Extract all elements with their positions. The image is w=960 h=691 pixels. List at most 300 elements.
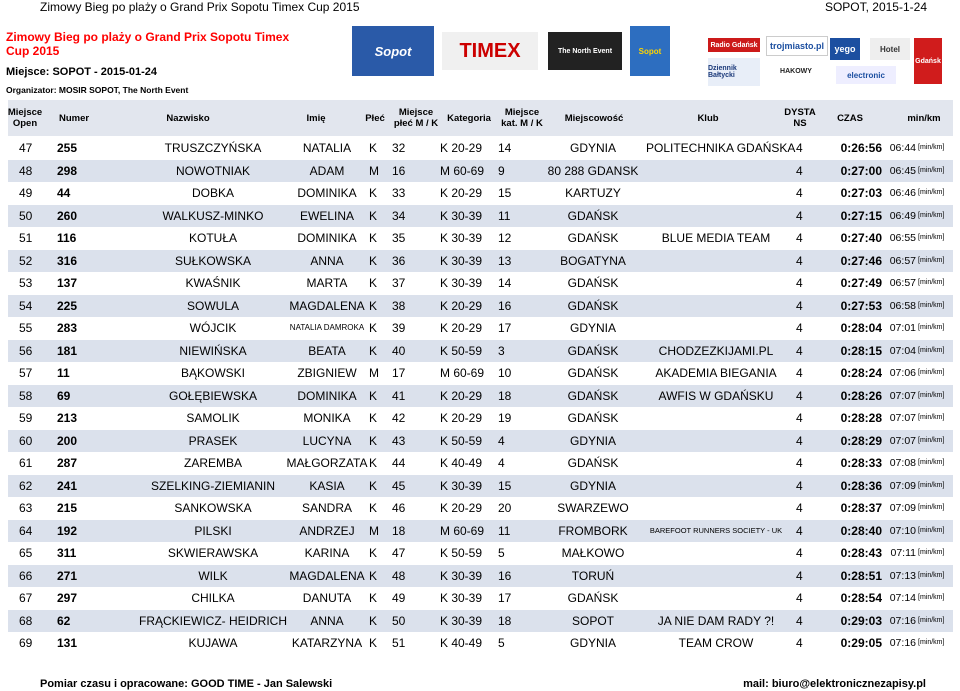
cell-city: GDAŃSK [567, 231, 619, 245]
cell-number: 215 [57, 501, 78, 515]
table-row [8, 475, 953, 498]
cell-surname: SOWULA [186, 298, 239, 313]
cell-sex: K [369, 253, 378, 268]
cell-number: 116 [57, 231, 77, 245]
cell-name: DOMINIKA [297, 186, 357, 200]
cell-club: BAREFOOT RUNNERS SOCIETY - UK [649, 525, 783, 535]
cell-category-place: 20 [498, 501, 512, 515]
table-row [8, 632, 953, 655]
col-minkm: min/km [907, 112, 941, 124]
cell-sex-place: 48 [392, 568, 406, 583]
cell-open: 56 [19, 343, 33, 358]
cell-category: K 20-29 [440, 501, 483, 515]
cell-surname: DOBKA [191, 186, 234, 200]
table-row [8, 182, 953, 205]
cell-city: GDAŃSK [567, 456, 619, 470]
cell-name: MAŁGORZATA [286, 456, 368, 470]
cell-category: K 30-39 [440, 253, 483, 268]
event-info [6, 30, 306, 95]
event-title: Zimowy Bieg po plaży o Grand Prix Sopotu Timex Cup 2015 [6, 30, 290, 58]
cell-city: SWARZEWO [557, 501, 629, 515]
cell-city: GDAŃSK [567, 388, 619, 403]
col-miejscowosc: Miejscowość [564, 112, 624, 124]
header-date: SOPOT, 2015-1-24 [824, 0, 927, 14]
cell-category: K 30-39 [440, 231, 483, 245]
page-header-line [0, 0, 960, 14]
cell-category: K 40-49 [440, 456, 483, 470]
cell-pace: 07:13 [889, 569, 916, 582]
cell-pace-unit: [min/km] [918, 369, 945, 376]
cell-distance: 4 [796, 208, 803, 223]
cell-open: 66 [19, 568, 33, 583]
table-row [8, 542, 953, 565]
cell-number: 213 [57, 411, 78, 425]
cell-city: GDAŃSK [567, 276, 619, 290]
table-row [8, 497, 953, 520]
cell-distance: 4 [796, 388, 803, 403]
cell-sex-place: 49 [392, 591, 406, 605]
dziennik-baltycki-logo: Dziennik Bałtycki [708, 58, 760, 86]
cell-sex: M [369, 163, 379, 178]
cell-time: 0:29:05 [840, 636, 882, 650]
cell-number: 69 [57, 388, 71, 403]
cell-city: GDAŃSK [567, 411, 619, 425]
table-row [8, 520, 953, 543]
cell-open: 68 [19, 613, 33, 628]
cell-name: SANDRA [301, 501, 352, 515]
cell-number: 62 [57, 613, 71, 628]
col-kategoria: Kategoria [447, 112, 491, 124]
cell-category-place: 19 [498, 411, 512, 425]
cell-pace-unit: [min/km] [918, 549, 945, 556]
cell-distance: 4 [796, 546, 803, 560]
cell-surname: SKWIERAWSKA [167, 546, 259, 560]
cell-open: 52 [19, 253, 33, 268]
cell-number: 225 [57, 298, 78, 313]
gdansk-logo: Gdańsk [914, 38, 942, 84]
cell-sex-place: 32 [392, 141, 406, 155]
cell-sex: K [369, 613, 378, 628]
cell-surname: SUŁKOWSKA [174, 253, 252, 268]
cell-city: 80 288 GDANSK [547, 163, 639, 178]
cell-sex: K [369, 343, 378, 358]
cell-surname: SZELKING-ZIEMIANIN [150, 478, 275, 493]
cell-number: 192 [57, 523, 78, 538]
table-row [8, 452, 953, 475]
cell-club: JA NIE DAM RADY ?! [657, 613, 775, 628]
cell-name: NATALIA DAMROKA [289, 323, 365, 332]
cell-pace-unit: [min/km] [918, 301, 945, 309]
cell-surname: BĄKOWSKI [180, 366, 245, 380]
cell-pace: 07:09 [889, 479, 916, 492]
cell-category: K 30-39 [440, 276, 483, 290]
cell-distance: 4 [796, 523, 803, 538]
cell-club [646, 250, 786, 273]
north-event-logo: The North Event [548, 32, 622, 70]
cell-pace: 06:57 [889, 277, 916, 289]
cell-number: 297 [57, 591, 78, 605]
cell-sex-place: 34 [392, 208, 406, 223]
cell-category: K 50-59 [440, 546, 483, 560]
cell-sex: K [369, 208, 378, 223]
cell-number: 283 [57, 321, 78, 335]
cell-sex-place: 38 [392, 298, 406, 313]
cell-surname: PRASEK [188, 433, 238, 448]
cell-surname: SAMOLIK [186, 411, 240, 425]
cell-city: FROMBORK [558, 523, 628, 538]
cell-distance: 4 [796, 321, 803, 335]
cell-pace: 06:55 [889, 232, 916, 244]
cell-pace: 06:49 [889, 209, 916, 222]
cell-category-place: 3 [498, 343, 505, 358]
cell-city: GDYNIA [569, 141, 616, 155]
cell-name: KASIA [309, 478, 345, 493]
cell-name: ANNA [310, 253, 344, 268]
cell-category-place: 12 [498, 231, 512, 245]
footer-email: mail: biuro@elektronicznezapisy.pl [743, 678, 926, 690]
cell-name: LUCYNA [302, 433, 352, 448]
cell-surname: KWAŚNIK [185, 276, 241, 290]
cell-club [646, 565, 786, 588]
cell-time: 0:27:03 [840, 186, 882, 200]
cell-category: K 20-29 [440, 321, 483, 335]
cell-open: 65 [19, 546, 33, 560]
cell-number: 287 [57, 456, 78, 470]
cell-time: 0:28:51 [840, 568, 882, 583]
cell-open: 62 [19, 478, 33, 493]
cell-time: 0:27:15 [840, 208, 882, 223]
cell-surname: CHILKA [191, 591, 235, 605]
cell-time: 0:28:15 [840, 343, 882, 358]
cell-category-place: 10 [498, 366, 512, 380]
cell-category-place: 5 [498, 546, 505, 560]
cell-number: 241 [57, 478, 78, 493]
table-row [8, 137, 953, 160]
cell-club [646, 430, 786, 453]
cell-open: 51 [19, 231, 33, 245]
cell-surname: SANKOWSKA [174, 501, 252, 515]
cell-sex: K [369, 321, 378, 335]
cell-category: M 60-69 [440, 523, 485, 538]
cell-club: AWFIS W GDAŃSKU [658, 388, 774, 403]
table-row [8, 272, 953, 295]
cell-open: 64 [19, 523, 33, 538]
cell-open: 69 [19, 636, 33, 650]
cell-category: K 50-59 [440, 343, 483, 358]
electronic-logo: electronic [836, 66, 896, 84]
cell-distance: 4 [796, 636, 803, 650]
hotel-logo: Hotel [870, 38, 910, 60]
table-row [8, 205, 953, 228]
cell-name: DOMINIKA [297, 231, 357, 245]
cell-category-place: 4 [498, 433, 505, 448]
cell-pace: 07:07 [889, 412, 916, 424]
sponsor-logos [352, 18, 952, 90]
cell-sex-place: 35 [392, 231, 406, 245]
cell-pace-unit: [min/km] [918, 391, 945, 399]
cell-distance: 4 [796, 298, 803, 313]
cell-open: 50 [19, 208, 33, 223]
cell-category-place: 16 [498, 298, 512, 313]
cell-category: K 30-39 [440, 208, 483, 223]
cell-surname: WÓJCIK [189, 321, 237, 335]
cell-pace: 07:16 [889, 614, 916, 627]
cell-category-place: 18 [498, 388, 512, 403]
cell-category-place: 11 [498, 208, 511, 223]
col-klub: Klub [697, 112, 719, 124]
cell-category: K 20-29 [440, 186, 483, 200]
cell-distance: 4 [796, 141, 803, 155]
cell-sex: K [369, 636, 378, 650]
cell-pace: 07:10 [889, 524, 916, 537]
table-row [8, 587, 953, 610]
cell-surname: TRUSZCZYŃSKA [164, 141, 262, 155]
cell-sex-place: 43 [392, 433, 406, 448]
cell-open: 63 [19, 501, 33, 515]
cell-category-place: 18 [498, 613, 512, 628]
cell-name: EWELINA [299, 208, 354, 223]
cell-sex-place: 18 [392, 523, 406, 538]
cell-time: 0:26:56 [840, 141, 882, 155]
hakowy-logo: HAKOWY [768, 60, 824, 82]
cell-distance: 4 [796, 613, 803, 628]
cell-name: DOMINIKA [297, 388, 357, 403]
cell-club [646, 475, 786, 498]
cell-number: 298 [57, 163, 78, 178]
cell-category-place: 13 [498, 253, 512, 268]
cell-name: MAGDALENA [289, 298, 365, 313]
cell-city: GDAŃSK [567, 208, 619, 223]
cell-sex-place: 45 [392, 478, 406, 493]
cell-sex-place: 40 [392, 343, 406, 358]
cell-sex-place: 36 [392, 253, 406, 268]
cell-surname: PILSKI [194, 523, 232, 538]
cell-category-place: 4 [498, 456, 505, 470]
cell-distance: 4 [796, 456, 803, 470]
cell-sex: K [369, 501, 378, 515]
cell-name: MARTA [306, 276, 348, 290]
cell-pace: 06:44 [889, 142, 916, 154]
cell-category: K 40-49 [440, 636, 483, 650]
cell-open: 60 [19, 433, 33, 448]
cell-pace: 06:58 [889, 299, 916, 312]
cell-name: ADAM [309, 163, 345, 178]
table-row [8, 317, 953, 340]
cell-club: TEAM CROW [678, 636, 754, 650]
cell-distance: 4 [796, 163, 803, 178]
cell-city: GDAŃSK [567, 591, 619, 605]
cell-name: KATARZYNA [291, 636, 363, 650]
cell-sex: K [369, 186, 378, 200]
cell-category-place: 16 [498, 568, 512, 583]
cell-time: 0:28:29 [840, 433, 882, 448]
cell-time: 0:27:40 [840, 231, 882, 245]
cell-pace: 06:57 [889, 254, 916, 267]
cell-pace-unit: [min/km] [918, 324, 945, 331]
cell-open: 59 [19, 411, 33, 425]
cell-name: ZBIGNIEW [297, 366, 357, 380]
cell-sex-place: 37 [392, 276, 406, 290]
cell-surname: WALKUSZ-MINKO [162, 208, 264, 223]
cell-time: 0:28:54 [840, 591, 882, 605]
cell-time: 0:28:04 [840, 321, 882, 335]
table-row [8, 385, 953, 408]
cell-club [646, 452, 786, 475]
cell-time: 0:28:28 [840, 411, 882, 425]
cell-surname: FRĄCKIEWICZ- HEIDRICH [139, 613, 287, 628]
table-row [8, 295, 953, 318]
header-title: Zimowy Bieg po plaży o Grand Prix Sopotu Timex Cup 2015 [40, 0, 360, 14]
cell-category-place: 9 [498, 163, 505, 178]
cell-number: 11 [57, 366, 70, 380]
cell-club: BLUE MEDIA TEAM [661, 231, 771, 245]
cell-open: 57 [19, 366, 33, 380]
cell-surname: NIEWIŃSKA [179, 343, 247, 358]
cell-category: K 20-29 [440, 298, 483, 313]
cell-sex: K [369, 276, 378, 290]
cell-name: ANNA [310, 613, 344, 628]
cell-distance: 4 [796, 568, 803, 583]
cell-club [646, 407, 786, 430]
cell-pace: 07:09 [889, 502, 916, 514]
cell-club [646, 542, 786, 565]
yego-logo: yego [830, 38, 860, 60]
cell-open: 53 [19, 276, 33, 290]
cell-distance: 4 [796, 591, 803, 605]
col-imie: Imię [306, 112, 326, 124]
cell-open: 48 [19, 163, 33, 178]
cell-pace-unit: [min/km] [918, 166, 945, 174]
col-numer: Numer [58, 112, 90, 124]
cell-pace-unit: [min/km] [918, 459, 945, 466]
cell-sex-place: 51 [392, 636, 406, 650]
cell-sex: K [369, 141, 378, 155]
cell-city: GDYNIA [569, 433, 616, 448]
cell-pace-unit: [min/km] [918, 504, 945, 511]
col-nazwisko: Nazwisko [166, 112, 210, 124]
cell-city: TORUŃ [571, 568, 615, 583]
table-row [8, 227, 953, 250]
table-row [8, 430, 953, 453]
timex-logo: TIMEX [442, 32, 538, 70]
cell-number: 260 [57, 208, 78, 223]
cell-pace-unit: [min/km] [918, 256, 945, 264]
cell-club [646, 272, 786, 295]
cell-time: 0:28:36 [840, 478, 882, 493]
cell-club [646, 182, 786, 205]
col-open: Miejsce Open [7, 107, 43, 129]
cell-sex-place: 42 [392, 411, 406, 425]
cell-pace: 07:04 [889, 344, 916, 357]
col-miejsce-plec: Miejsce płeć M / K [393, 107, 439, 129]
cell-time: 0:27:46 [840, 253, 882, 268]
cell-sex: K [369, 388, 378, 403]
cell-pace-unit: [min/km] [918, 526, 945, 534]
cell-name: MONIKA [303, 411, 351, 425]
cell-open: 58 [19, 388, 33, 403]
cell-pace-unit: [min/km] [918, 481, 945, 489]
col-plec: Płeć [365, 112, 385, 124]
cell-name: KARINA [304, 546, 350, 560]
cell-surname: WILK [198, 568, 228, 583]
cell-surname: KUJAWA [188, 636, 238, 650]
table-row [8, 565, 953, 588]
cell-open: 67 [19, 591, 33, 605]
cell-sex: K [369, 456, 378, 470]
cell-surname: GOŁĘBIEWSKA [168, 388, 258, 403]
col-czas: CZAS [837, 112, 863, 124]
cell-category: M 60-69 [440, 163, 485, 178]
event-place: Miejsce: SOPOT - 2015-01-24 [6, 66, 158, 78]
cell-pace: 07:01 [889, 322, 916, 334]
cell-club: AKADEMIA BIEGANIA [655, 366, 777, 380]
cell-sex: M [369, 523, 379, 538]
col-miejsce-kat: Miejsce kat. M / K [501, 107, 543, 129]
cell-sex-place: 46 [392, 501, 406, 515]
cell-pace-unit: [min/km] [918, 211, 945, 219]
cell-pace: 07:06 [889, 367, 916, 379]
cell-time: 0:27:53 [840, 298, 882, 313]
cell-open: 49 [19, 186, 33, 200]
cell-number: 311 [57, 546, 77, 560]
cell-time: 0:28:33 [840, 456, 882, 470]
cell-time: 0:28:37 [840, 501, 882, 515]
cell-name: DANUTA [302, 591, 352, 605]
cell-sex: K [369, 478, 378, 493]
cell-distance: 4 [796, 343, 803, 358]
cell-open: 47 [19, 141, 33, 155]
cell-number: 131 [57, 636, 78, 650]
cell-sex: M [369, 366, 379, 380]
event-organizer: Organizator: MOSIR SOPOT, The North Event [6, 85, 189, 95]
cell-pace: 07:08 [889, 457, 916, 469]
cell-city: KARTUZY [565, 186, 621, 200]
cell-pace: 06:45 [889, 164, 916, 177]
cell-category-place: 11 [498, 523, 511, 538]
table-row [8, 610, 953, 633]
cell-sex-place: 33 [392, 186, 406, 200]
cell-sex: K [369, 433, 378, 448]
cell-pace-unit: [min/km] [918, 279, 945, 286]
cell-time: 0:28:24 [840, 366, 882, 380]
cell-distance: 4 [796, 231, 803, 245]
cell-open: 55 [19, 321, 33, 335]
results-table-body [8, 137, 953, 655]
cell-time: 0:29:03 [840, 613, 882, 628]
cell-city: MAŁKOWO [561, 546, 625, 560]
cell-category-place: 5 [498, 636, 505, 650]
cell-category: K 30-39 [440, 568, 483, 583]
cell-pace: 07:07 [889, 389, 916, 402]
cell-number: 316 [57, 253, 78, 268]
cell-number: 44 [57, 186, 71, 200]
results-table-header [8, 100, 953, 136]
cell-pace-unit: [min/km] [918, 234, 945, 241]
cell-sex-place: 39 [392, 321, 406, 335]
cell-surname: KOTUŁA [188, 231, 237, 245]
cell-city: GDAŃSK [567, 366, 619, 380]
table-row [8, 340, 953, 363]
cell-distance: 4 [796, 433, 803, 448]
cell-number: 271 [57, 568, 78, 583]
cell-sex-place: 41 [392, 388, 406, 403]
cell-name: BEATA [308, 343, 346, 358]
cell-time: 0:28:26 [840, 388, 882, 403]
cell-category-place: 15 [498, 478, 512, 493]
cell-pace-unit: [min/km] [918, 436, 945, 444]
cell-club [646, 587, 786, 610]
cell-city: GDAŃSK [567, 343, 619, 358]
